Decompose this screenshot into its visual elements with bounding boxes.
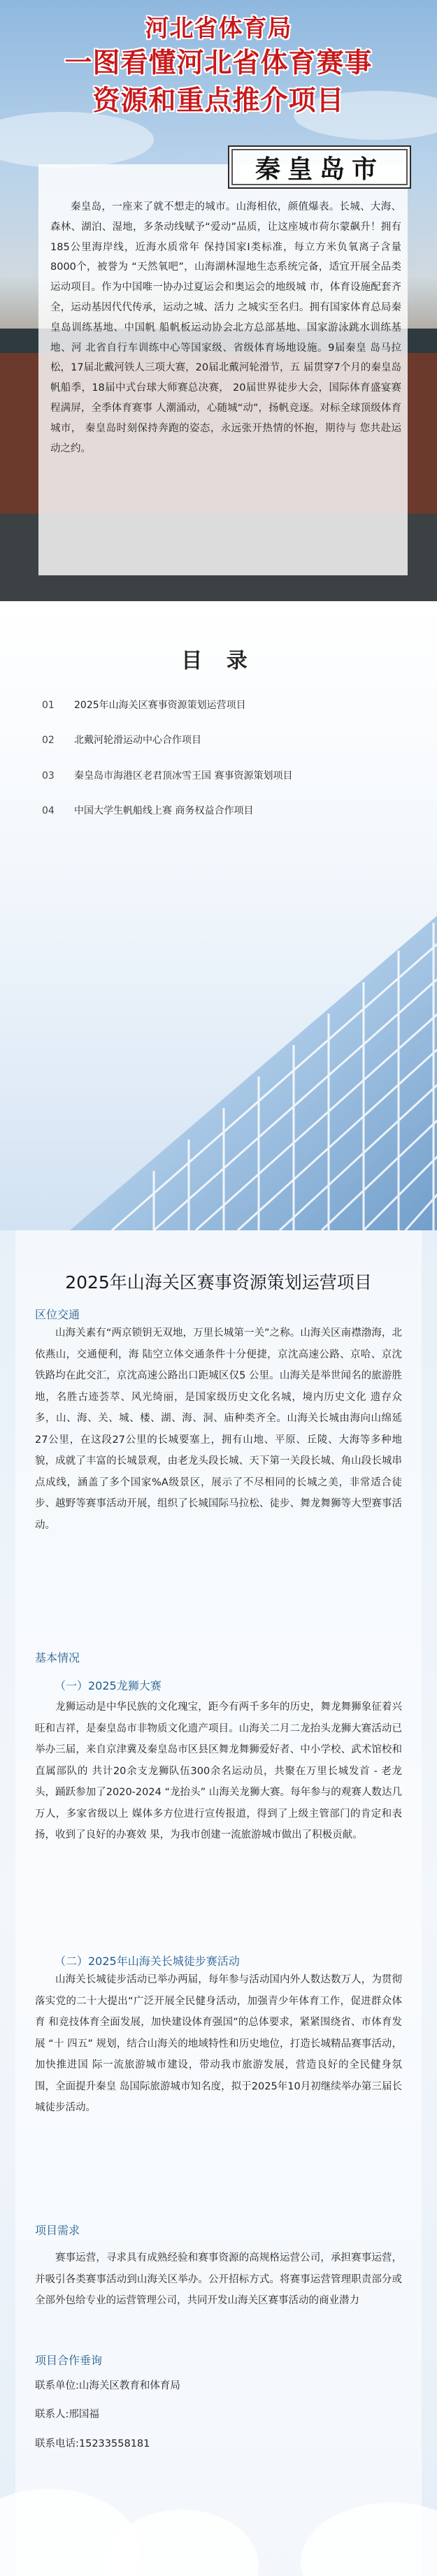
hero-title-line-1: 河北省体育局	[145, 15, 292, 43]
toc-item-label: 秦皇岛市海港区老君顶冰雪王国 赛事资源策划项目	[74, 770, 293, 782]
toc-item[interactable]	[42, 803, 406, 817]
project-detail-section	[0, 1230, 437, 2576]
contact-unit: 联系单位:山海关区教育和体育局	[35, 2380, 180, 2391]
toc-item-label: 中国大学生帆船线上赛 商务权益合作项目	[74, 805, 254, 816]
great-wall-hike-heading: （二）2025年山海关长城徒步赛活动	[55, 1955, 240, 1968]
contact-person: 联系人:邢国福	[35, 2409, 99, 2420]
toc-item-number: 04	[42, 805, 55, 816]
demand-heading: 项目需求	[35, 2224, 80, 2237]
city-name: 秦皇岛市	[255, 154, 384, 184]
toc-item-number: 03	[42, 770, 55, 782]
toc-item-number: 01	[42, 700, 55, 711]
toc-item-label: 北戴河轮滑运动中心合作项目	[74, 735, 201, 746]
table-of-contents	[0, 601, 437, 1230]
demand-text: 赛事运营，寻求具有成熟经验和赛事资源的高规格运营公司，承担赛事运营，并吸引各类赛事活动到山海关区举办。公开招标方式。将赛事运营管理职责部分或全部外包给专业的运营管理公司，共同开发山海关区赛事活动的商业潜力	[35, 2252, 402, 2306]
project-title: 2025年山海关区赛事资源策划运营项目	[65, 1272, 372, 1293]
toc-item-label: 2025年山海关区赛事资源策划运营项目	[74, 700, 246, 711]
cloud-decoration	[0, 112, 154, 168]
hero-banner	[0, 0, 437, 601]
glass-building-illustration	[70, 895, 437, 1230]
toc-item-number: 02	[42, 735, 55, 746]
basics-heading: 基本情况	[35, 1651, 80, 1664]
city-intro-text: 秦皇岛，一座来了就不想走的城市。山海相依，颜值爆表。长城、大海、森林、湖泊、湿地，多条动线赋予“爱动”品质，让这座城市荷尔蒙飙升！拥有185公里海岸线，近海水质常年 保持国家I类标准，每立方米负氧离子含量8000个，被誉为 “天然氧吧”，山海湖林湿地生态系统完备，适宜开展全品类 运动项目。作为中国唯一协办过夏运会和奥运会的地级城 市，体育设施配套齐全，运动基因代代传承，运动之城、活力 之城实至名归。拥有国家体育总局秦皇岛训练基地、中国帆 船帆板运动协会北方总部基地、国家游泳跳水训练基地、河 北省自行车训练中心等国家级、省级体育场地设施。9届秦皇 岛马拉松，17届北戴河铁人三项大赛，20届北戴河轮滑节，五 届贯穿7个月的秦皇岛帆船季，18届中式台球大师赛总决赛， 20届世界徒步大会，国际体育盛宴赛程满屏，全季体育赛事 人潮涌动，心随城“动”，扬帆竞逐。对标全球顶级体育城市， 秦皇岛时刻保持奔跑的姿态，永远张开热情的怀抱，期待与 您共赴运动之约。	[50, 201, 401, 454]
dragon-lion-text: 龙狮运动是中华民族的文化瑰宝，距今有两千多年的历史，舞龙舞狮象征着兴 旺和吉祥，是秦皇岛市非物质文化遗产项目。山海关二月二龙抬头龙狮大赛活动已举办三届，来自京津冀及秦皇岛市区县区舞龙舞狮爱好者、中小学校、武术馆校和直属部队的 共计20余支龙狮队伍300余名运动员，共聚在万里长城发首 - 老龙头，踊跃参加了2020-2024 “龙抬头” 山海关龙狮大赛。每年参与的观赛人数达几万人，多家省级以上 媒体多方位进行宣传报道，得到了上级主管部门的肯定和表扬，收到了良好的办赛效 果，为我市创建一流旅游城市做出了积极贡献。	[35, 1701, 402, 1841]
location-heading: 区位交通	[35, 1308, 80, 1321]
great-wall-hike-text: 山海关长城徒步活动已举办两届，每年参与活动国内外人数达数万人，为贯彻 落实党的二十大提出“广泛开展全民健身活动，加强青少年体育工作，促进群众体育 和竞技体育全面发展，加快建设体育强国”的总体要求，紧紧围绕省、市体育发展 “十 四五” 规划，结合山海关的地域特性和历史地位，打造长城精品赛事活动，加快推进国 际一流旅游城市建设，带动我市旅游发展，营造良好的全民健身氛围，全面提升秦皇 岛国际旅游城市知名度，拟于2025年10月初继续举办第三届长城徒步活动。	[35, 1974, 402, 2113]
hero-title	[0, 13, 437, 120]
hero-title-line-3: 资源和重点推介项目	[92, 85, 345, 117]
dragon-lion-heading: （一）2025龙狮大赛	[55, 1679, 162, 1692]
toc-item[interactable]	[42, 698, 406, 712]
city-name-badge	[228, 145, 411, 189]
contact-phone[interactable]: 联系电话:15233558181	[35, 2438, 150, 2449]
hero-title-line-2: 一图看懂河北省体育赛事	[64, 48, 373, 79]
toc-item[interactable]	[42, 768, 406, 782]
cooperation-heading: 项目合作垂询	[35, 2354, 103, 2367]
toc-item[interactable]	[42, 733, 406, 747]
location-text: 山海关素有“两京锁钥无双地，万里长城第一关”之称。山海关区南襟渤海，北依燕山，交通便利，海 陆空立体交通条件十分便捷，京沈高速公路、京哈、京沈铁路均在此交汇，京沈高速公路出口距城区仅5 公里。山海关是举世闻名的旅游胜地，名胜古迹荟萃、风光绮丽，是国家级历史文化名城，境内历史文化 遗存众多，山、海、关、城、楼、湖、海、洞、庙种类齐全。山海关长城由海向山绵延27公里，在这段27公里的长城要塞上，拥有山地、平原、丘陵、大海等多种地貌，成就了丰富的长城景观，由老龙头段长城、天下第一关段长城、角山段长城串点成线，涵盖了多个国家%A级景区，展示了不尽相同的长城之美，非常适合徒步、越野等赛事活动开展，组织了长城国际马拉松、徒步、舞龙舞狮等大型赛事活动。	[35, 1327, 402, 1531]
toc-title: 目 录	[181, 649, 256, 673]
